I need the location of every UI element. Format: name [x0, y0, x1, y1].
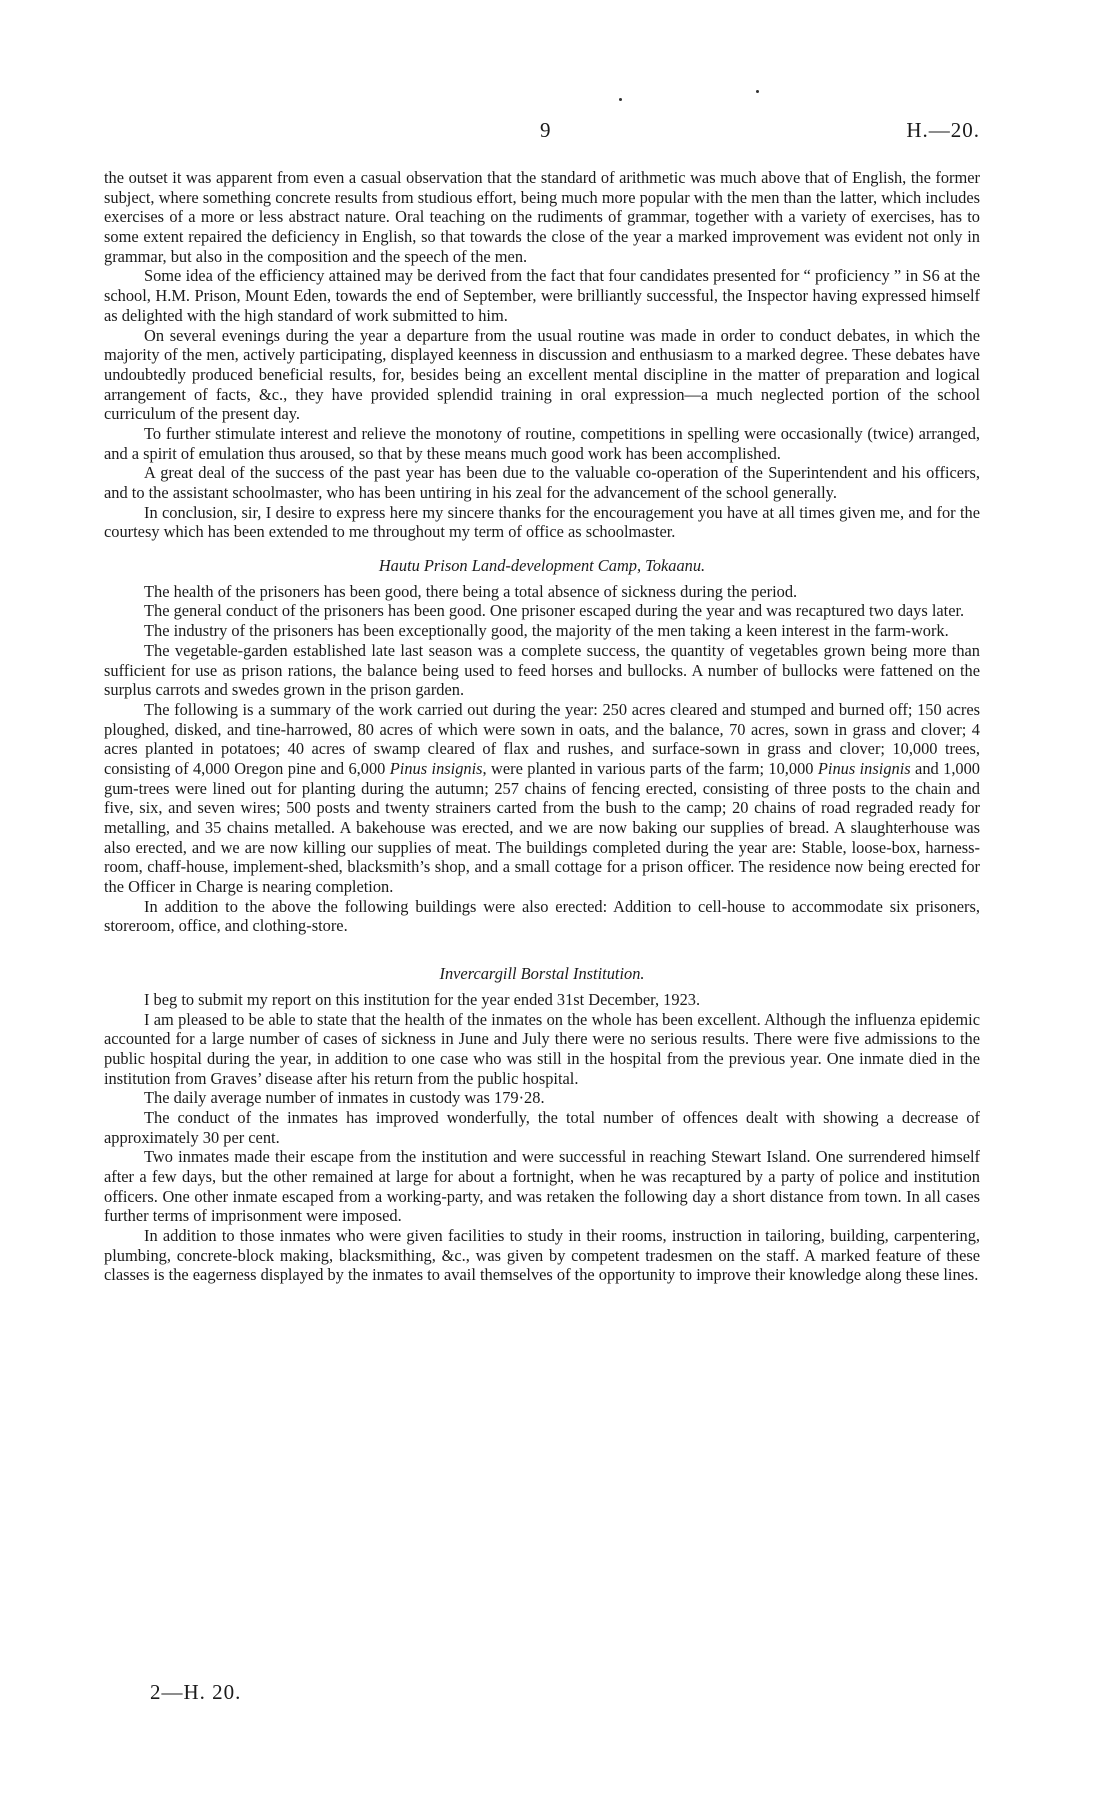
paragraph: In conclusion, sir, I desire to express here my sincere thanks for the encouragement you have at all times given me, and for the courtesy which has been extended to me throughout my term of office as schoolmaster. — [104, 502, 980, 542]
printer-signature: 2—H. 20. — [150, 1680, 242, 1704]
paragraph: The industry of the prisoners has been exceptionally good, the majority of the men taking a keen interest in the farm-work. — [144, 621, 949, 641]
page-number: 9 — [540, 118, 551, 142]
species-name: Pinus insignis — [817, 758, 911, 778]
paragraph: The daily average number of inmates in custody was 179·28. — [144, 1088, 545, 1108]
paragraph: Some idea of the efficiency attained may be derived from the fact that four candidates presented for “ proficiency ” in S6 at the school, H.M. Prison, Mount Eden, towards the end of September, were brilliantly successful, the Inspector having expressed himself as delighted with the high standard of work submitted to him. — [104, 266, 980, 325]
paragraph: A great deal of the success of the past year has been due to the valuable co-operation of the Superintendent and his officers, and to the assistant schoolmaster, who has been untiring in his zeal for the advancement of the school generally. — [104, 463, 980, 502]
paragraph: the outset it was apparent from even a casual observation that the standard of arithmetic was much above that of English, the former subject, where something concrete results from studious effort, being much more popular with the men than the latter, which includes exercises of a more or less abstract nature. Oral teaching on the rudiments of grammar, together with a variety of exercises, has to some extent repaired the deficiency in English, so that towards the close of the year a marked improvement was evident not only in grammar, but also in the composition and the speech of the men. — [104, 168, 980, 266]
paragraph: In addition to the above the following buildings were also erected: Addition to cell-house to accommodate six prisoners, storeroom, office, and clothing-store. — [104, 896, 980, 936]
paragraph: I am pleased to be able to state that the health of the inmates on the whole has been excellent. Although the influenza epidemic accounted for a large number of cases of sickness in June and July there were no serious results. There were five admissions to the public hospital during the year, in addition to one case who was still in the hospital from the previous year. One inmate died in the institution from Graves’ disease after his return from the public hospital. — [104, 1009, 980, 1088]
paragraph: The vegetable-garden established late last season was a complete success, the quantity of vegetables grown being more than sufficient for use as prison rations, the balance being used to feed horses and bullocks. A number of bullocks were fattened on the surplus carrots and swedes grown in the prison garden. — [104, 640, 980, 700]
section-heading-invercargill: Invercargill Borstal Institution. — [439, 964, 645, 984]
work-summary-paragraph — [104, 700, 980, 897]
species-name: Pinus insignis — [389, 758, 483, 778]
page-header — [104, 118, 980, 152]
print-speck-mark — [619, 98, 622, 101]
paragraph: I beg to submit my report on this institution for the year ended 31st December, 1923. — [144, 989, 701, 1009]
paragraph: The general conduct of the prisoners has been good. One prisoner escaped during the year and was recaptured two days later. — [144, 601, 965, 621]
paragraph: In addition to those inmates who were given facilities to study in their rooms, instruction in tailoring, building, carpentering, plumbing, concrete-block making, blacksmithing, &c., was given by competent tradesmen on the staff. A marked feature of these classes is the eagerness displayed by the inmates to avail themselves of the opportunity to improve their knowledge along these lines. — [104, 1226, 980, 1285]
summary-text: The following is a summary of the work carried out during the year: 250 acres cleared and stumped and burned off; 150 acres ploughed, disked, and tine-harrowed, 80 acres of which were sown in oats, and the balance, 70 acres, sown in grass and clover; 4 acres planted in potatoes; 40 acres of swamp cleared of flax and rushes, and surface-sown in grass and clover; 10,000 trees, consisting of 4,000 Oregon pine and 6,000 — [104, 699, 980, 778]
summary-text: , were planted in various parts of the farm; 10,000 — [482, 758, 818, 778]
summary-text: and 1,000 gum-trees were lined out for planting during the autumn; 257 chains of fencing erected, consisting of three posts to the chain and five, six, and seven wires; 500 posts and twenty strainers carted from the bush to the camp; 20 chains of road regraded ready for metalling, and 35 chains metalled. A bakehouse was erected, and we are now baking our supplies of bread. A slaughterhouse was also erected, and we are now killing our supplies of meat. The buildings completed during the year are: Stable, loose-box, harness-room, chaff-house, implement-shed, blacksmith’s shop, and a small cottage for a prison officer. The residence now being erected for the Officer in Charge is nearing completion. — [104, 758, 980, 897]
paragraph: To further stimulate interest and relieve the monotony of routine, competitions in spelling were occasionally (twice) arranged, and a spirit of emulation thus aroused, so that by these means much good work has been accomplished. — [104, 423, 980, 463]
paragraph: The conduct of the inmates has improved wonderfully, the total number of offences dealt with showing a decrease of approximately 30 per cent. — [104, 1107, 980, 1147]
body-text — [104, 168, 980, 1285]
section-heading-hautu: Hautu Prison Land-development Camp, Tokaanu. — [378, 556, 706, 576]
print-speck-mark — [756, 90, 759, 93]
document-reference: H.—20. — [906, 118, 980, 142]
paragraph: The health of the prisoners has been good, there being a total absence of sickness during the period. — [144, 581, 798, 601]
paragraph: On several evenings during the year a departure from the usual routine was made in order to conduct debates, in which the majority of the men, actively participating, displayed keenness in discussion and enthusiasm to a marked degree. These debates have undoubtedly produced beneficial results, for, besides being an excellent mental discipline in the matter of preparation and logical arrangement of facts, &c., they have provided splendid training in oral expression—a much neglected portion of the school curriculum of the present day. — [104, 325, 980, 424]
paragraph: Two inmates made their escape from the institution and were successful in reaching Stewart Island. One surrendered himself after a few days, but the other remained at large for about a fortnight, when he was recaptured by a party of police and institution officers. One other inmate escaped from a working-party, and was retaken the following day a short distance from town. In all cases further terms of imprisonment were imposed. — [104, 1147, 980, 1226]
